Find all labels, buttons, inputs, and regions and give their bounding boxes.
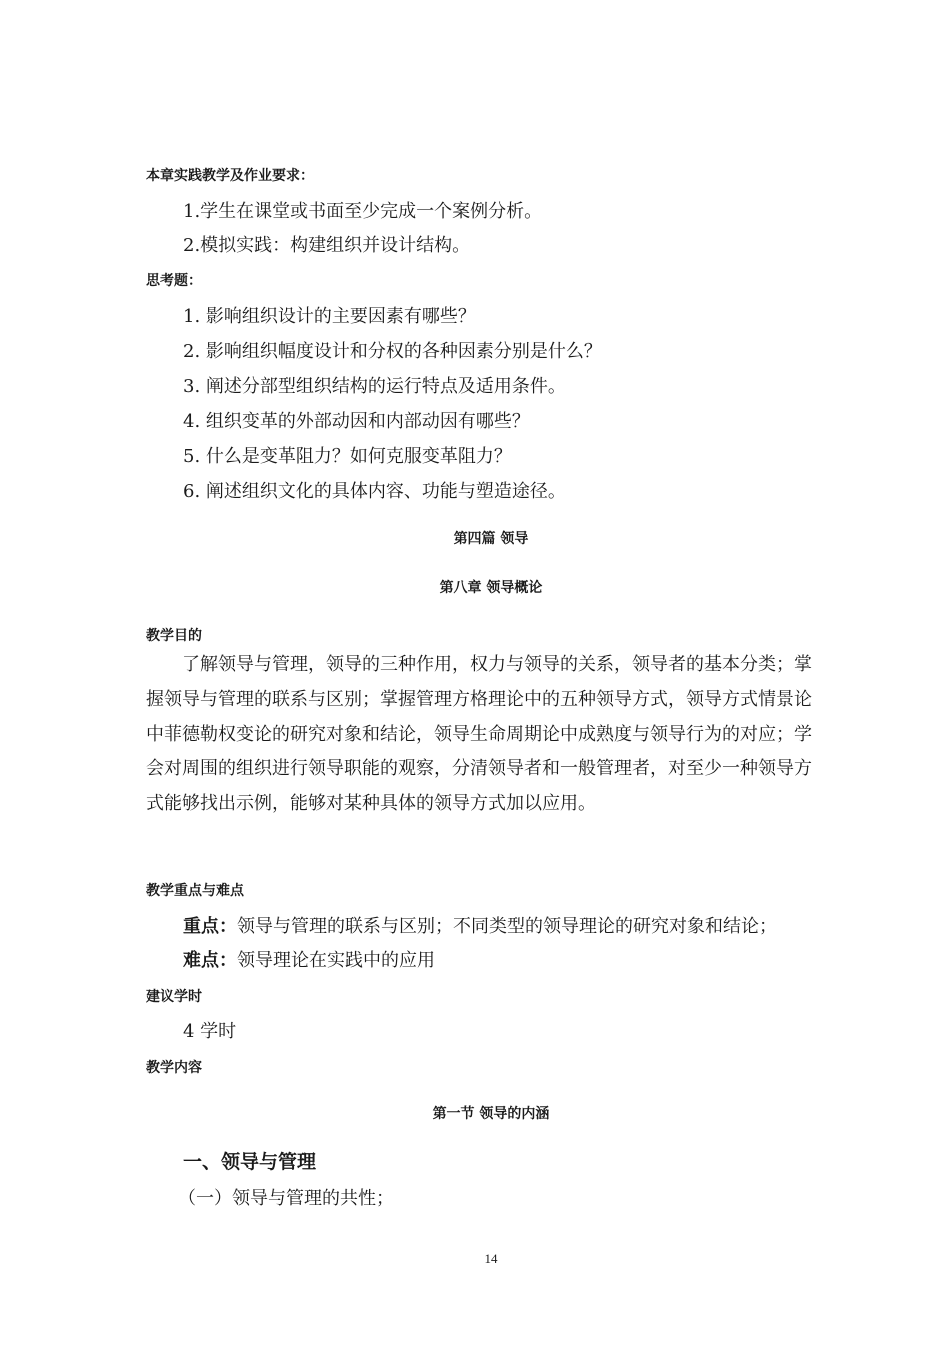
question-item-4: 4. 组织变革的外部动因和内部动因有哪些？ [183,411,530,432]
content-heading: 教学内容 [146,1060,202,1076]
question-item-5: 5. 什么是变革阻力？如何克服变革阻力？ [183,446,512,467]
key-point-label: 重点： [183,916,237,937]
part-title: 第四篇 领导 [453,531,529,547]
section-title: 第一节 领导的内涵 [432,1106,550,1122]
practice-item-1: 1.学生在课堂或书面至少完成一个案例分析。 [183,201,543,222]
objectives-heading: 教学目的 [146,628,202,644]
subsection-title: 一、领导与管理 [183,1151,317,1173]
page-number: 14 [484,1251,498,1266]
questions-heading: 思考题： [146,273,202,289]
practice-heading: 本章实践教学及作业要求： [146,168,314,184]
key-point-text: 领导与管理的联系与区别；不同类型的领导理论的研究对象和结论； [237,916,777,937]
question-item-1: 1. 影响组织设计的主要因素有哪些？ [183,306,476,327]
practice-item-2: 2.模拟实践：构建组织并设计结构。 [183,235,471,256]
question-item-6: 6. 阐述组织文化的具体内容、功能与塑造途径。 [183,481,566,502]
difficult-point-label: 难点： [183,950,237,971]
key-point-line [183,912,777,938]
subsection-item-1: （一）领导与管理的共性； [178,1188,394,1209]
chapter-title: 第八章 领导概论 [439,580,543,596]
hours-heading: 建议学时 [146,989,202,1005]
question-item-2: 2. 影响组织幅度设计和分权的各种因素分别是什么？ [183,341,602,362]
hours-value: 4 学时 [183,1021,237,1042]
objectives-paragraph: 了解领导与管理，领导的三种作用，权力与领导的关系，领导者的基本分类；掌握领导与管理的联系与区别；掌握管理方格理论中的五种领导方式，领导方式情景论中菲德勒权变论的研究对象和结论，领导生命周期论中成熟度与领导行为的对应；学会对周围的组织进行领导职能的观察，分清领导者和一般管理者，对至少一种领导方式能够找出示例，能够对某种具体的领导方式加以应用。 [146,654,812,815]
question-item-3: 3. 阐述分部型组织结构的运行特点及适用条件。 [183,376,566,397]
difficult-point-line [183,946,435,972]
difficult-point-text: 领导理论在实践中的应用 [237,950,435,971]
key-points-heading: 教学重点与难点 [146,883,244,899]
